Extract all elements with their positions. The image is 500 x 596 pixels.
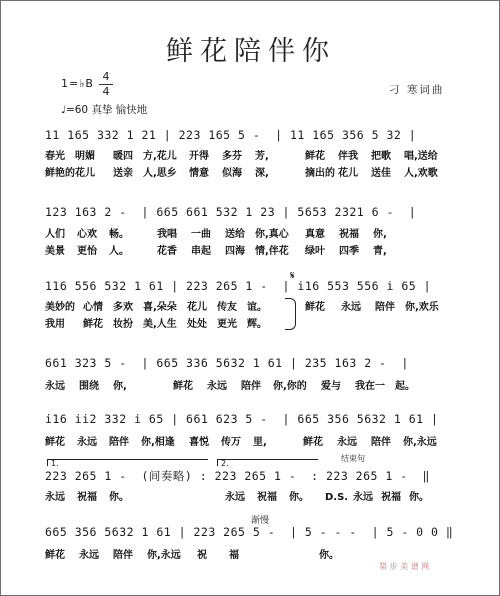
lyric: 喜,朵朵 (143, 302, 177, 313)
lyric: 陪伴 (113, 550, 133, 561)
lyric: 美,人生 (143, 319, 177, 330)
lyric: 处处 (187, 319, 207, 330)
lyric: 人。 (109, 246, 129, 257)
lyric: 祝福 (381, 492, 401, 503)
lyric: 你,真心 (255, 229, 289, 240)
lyric: 开得 (189, 151, 209, 162)
notation-row-2 (45, 205, 455, 221)
lyric: 串起 (191, 246, 211, 257)
lyric: 多欢 (113, 302, 133, 313)
lyric: 唱,送给 (404, 151, 438, 162)
lyric: 鲜花 (305, 302, 325, 313)
song-title: 鲜花陪伴你 (166, 36, 336, 67)
lyric: 四季 (339, 246, 359, 257)
lyric: 人们 (45, 229, 65, 240)
notation-text: 116 556 532 1 61 | 223 265 1 - | i16 553 556 i 65 | (45, 279, 432, 293)
lyric: 里, (253, 437, 267, 448)
segno-sign-icon: 𝄋 (290, 269, 295, 282)
lyric: 福 (229, 550, 239, 561)
notation-row-3 (45, 279, 455, 295)
lyric: 更光 (217, 319, 237, 330)
coda-label: 结束句 (341, 454, 365, 463)
notation-text: 223 265 1 - (间奏略) : 223 265 1 - : 223 265 1 - ‖ (45, 469, 430, 483)
second-ending-bracket (217, 459, 318, 466)
composer-credit: 刁 寒词曲 (389, 84, 445, 96)
lyric: 陪伴 (371, 437, 391, 448)
lyric: 你,欢乐 (405, 302, 439, 313)
lyric: 传友 (217, 302, 237, 313)
notation-row-7 (45, 525, 455, 541)
lyrics-verse2-row-2 (45, 242, 455, 257)
meter-top: 4 (102, 70, 110, 83)
lyric: 祝福 (77, 492, 97, 503)
lyric: 你,永远 (403, 437, 437, 448)
lyrics-row-5 (45, 433, 455, 448)
lyric: 更怡 (77, 246, 97, 257)
notation-text: i16 ii2 332 i 65 | 661 623 5 - | 665 356 5632 1 61 | (45, 412, 439, 426)
notation-text: 661 323 5 - | 665 336 5632 1 61 | 235 163 2 - | (45, 356, 409, 370)
notation-text: 665 356 5632 1 61 | 223 265 5 - | 5 - - - | 5 - 0 0 ‖ (45, 525, 454, 539)
lyric: 人,思乡 (143, 168, 177, 179)
lyric: 花儿 (338, 168, 358, 179)
lyric: 谊。 (247, 302, 267, 313)
first-ending-label: 1. (51, 459, 59, 468)
lyric: 你。 (109, 492, 129, 503)
lyric: 四海 (225, 246, 245, 257)
lyric: D.S. (325, 492, 349, 503)
lyrics-verse2-row-3 (45, 315, 455, 330)
lyric: 花儿 (75, 168, 95, 179)
lyric: 送佳 (371, 168, 391, 179)
lyric: 花香 (157, 246, 177, 257)
second-ending-label: 2. (221, 459, 229, 468)
lyric: 我用 (45, 319, 65, 330)
lyric: 你, (113, 381, 127, 392)
lyric: 我在一 (355, 381, 385, 392)
lyric: 鲜花 (45, 550, 65, 561)
lyric: 送亲 (113, 168, 133, 179)
lyric: 永远 (341, 302, 361, 313)
lyric: 伴我 (338, 151, 358, 162)
lyrics-row-2 (45, 225, 455, 240)
tempo-marking: ♩=60 真挚 愉快地 (61, 104, 148, 116)
ritardando-mark: 渐慢 (251, 516, 270, 526)
lyric: 永远 (77, 437, 97, 448)
lyric: 永远 (79, 550, 99, 561)
meter-bottom: 4 (102, 85, 110, 98)
lyrics-row-1 (45, 147, 455, 162)
lyric: 辉。 (247, 319, 267, 330)
lyric: 似海 (222, 168, 242, 179)
lyric: 美景 (45, 246, 65, 257)
notation-text: 11 165 332 1 21 | 223 165 5 - | 11 165 356 5 32 | (45, 128, 417, 142)
lyric: 心欢 (77, 229, 97, 240)
lyric: 暖四 (113, 151, 133, 162)
lyric: 鲜花 (305, 151, 325, 162)
lyric: 永远 (207, 381, 227, 392)
notation-row-6 (45, 468, 455, 484)
first-ending-bracket (47, 459, 208, 466)
lyric: 祝 (197, 550, 207, 561)
lyric: 永远 (337, 437, 357, 448)
lyric: 春光 (45, 151, 65, 162)
lyric: 永远 (225, 492, 245, 503)
lyric: 鲜花 (45, 437, 65, 448)
lyric: 喜悦 (189, 437, 209, 448)
lyric: 永远 (45, 492, 65, 503)
lyric: 明媚 (75, 151, 95, 162)
lyric: 情意 (189, 168, 209, 179)
lyric: 畅。 (109, 229, 129, 240)
lyric: 绿叶 (305, 246, 325, 257)
lyrics-verse2-row-1 (45, 164, 455, 179)
lyric: 方,花儿 (143, 151, 177, 162)
lyric: 传万 (221, 437, 241, 448)
lyric: 你, (373, 229, 387, 240)
lyric: 真意 (305, 229, 325, 240)
lyric: 一曲 (191, 229, 211, 240)
lyric: 情,伴花 (255, 246, 289, 257)
lyric: 鲜花 (303, 437, 323, 448)
site-watermark: 第 步 美 谱 网 (379, 562, 430, 571)
lyric: 鲜花 (173, 381, 193, 392)
lyric: 青, (373, 246, 387, 257)
lyric: 你。 (289, 492, 309, 503)
lyric: 妆扮 (113, 319, 133, 330)
lyrics-row-6 (45, 488, 455, 503)
lyric: 祝福 (339, 229, 359, 240)
time-signature (99, 71, 113, 98)
lyric: 人,欢歌 (404, 168, 438, 179)
verse-brace (285, 298, 296, 330)
notation-row-1 (45, 128, 455, 144)
lyric: 你,相逢 (141, 437, 175, 448)
lyric: 美妙的 (45, 302, 75, 313)
lyric: 爱与 (321, 381, 341, 392)
lyric: 多芬 (222, 151, 242, 162)
lyric: 送给 (225, 229, 245, 240)
lyric: 鲜花 (83, 319, 103, 330)
lyric: 深, (255, 168, 269, 179)
lyric: 永远 (353, 492, 373, 503)
lyric: 你。 (319, 550, 339, 561)
lyrics-row-4 (45, 377, 455, 392)
lyric: 祝福 (257, 492, 277, 503)
lyric: 陪伴 (109, 437, 129, 448)
lyric: 把歌 (371, 151, 391, 162)
lyric: 你,你的 (273, 381, 307, 392)
lyric: 围绕 (79, 381, 99, 392)
lyric: 我唱 (157, 229, 177, 240)
lyric: 摘出的 (305, 168, 335, 179)
lyric: 陪伴 (375, 302, 395, 313)
notation-row-4 (45, 356, 455, 372)
lyrics-row-3 (45, 298, 455, 313)
lyrics-row-7 (45, 546, 455, 561)
lyric: 你。 (409, 492, 429, 503)
lyric: 鲜艳的 (45, 168, 75, 179)
notation-text: 123 163 2 - | 665 661 532 1 23 | 5653 2321 6 - | (45, 205, 417, 219)
notation-row-5 (45, 412, 455, 428)
lyric: 陪伴 (241, 381, 261, 392)
key-signature: 1=♭B (61, 77, 94, 90)
lyric: 心情 (83, 302, 103, 313)
lyric: 花儿 (187, 302, 207, 313)
lyric: 芳, (255, 151, 269, 162)
lyric: 永远 (45, 381, 65, 392)
lyric: 你,永远 (147, 550, 181, 561)
lyric: 起。 (395, 381, 415, 392)
